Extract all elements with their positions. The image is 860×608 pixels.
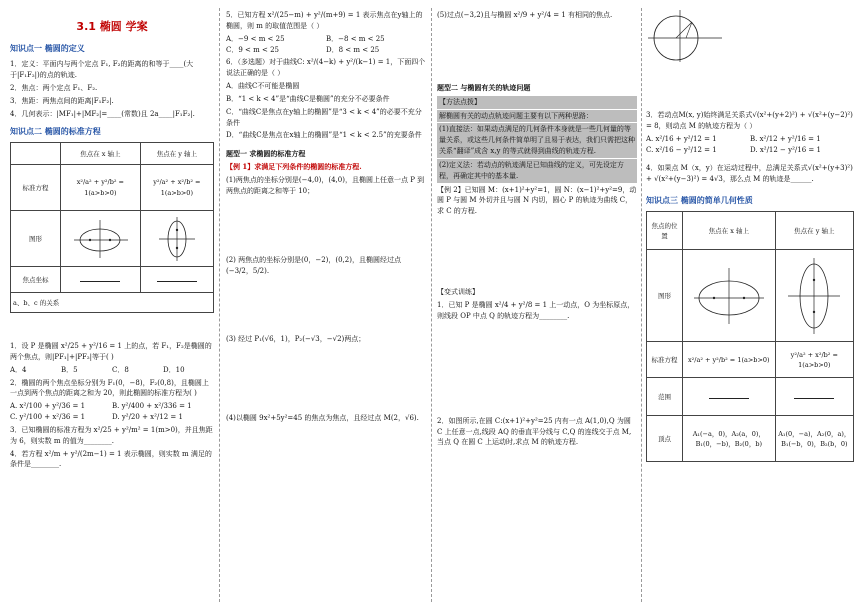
options [646, 134, 854, 156]
text-line: 1．定义：平面内与两个定点 F₁, F₂的距离的和等于____(大于|F₁F₂|)的点的轨迹. [10, 60, 194, 80]
table-header: 焦点在 y 轴上 [140, 143, 213, 165]
option: D．“曲线C是焦点在x轴上的椭圆”是“1 < k < 2.5”的充要条件 [226, 131, 422, 140]
method-text: (2)定义法：若动点的轨迹满足已知曲线的定义，可先设定方程，再确定其中的基本量. [437, 159, 637, 183]
table-cell [683, 378, 776, 416]
text-line: (5)过点(−3,2)且与椭圆 x²/9 + y²/4 = 1 有相同的焦点. [437, 11, 613, 19]
table-cell: A₁(−a，0)，A₂(a，0)，B₁(0，−b)，B₂(0，b) [683, 416, 776, 462]
text-line: (3) 经过 P₁(√6，1)，P₂(−√3，−√2)两点； [226, 335, 366, 344]
text-line: (2) 两焦点的坐标分别是(0，−2)，(0,2)，且椭圆经过点(−3/2，5/2). [226, 255, 401, 275]
option: A．4 [10, 365, 27, 374]
page-title: 3.1 椭圆 学案 [76, 20, 148, 33]
column-4 [646, 8, 854, 602]
option: C．9 < m < 25 [226, 45, 279, 54]
geometry-table [646, 211, 854, 462]
option: D．10 [163, 365, 185, 374]
table-cell: y²/a² + x²/b² = 1(a>b>0) [775, 342, 853, 378]
text-line: 3．焦距：两焦点间的距离|F₁F₂|. [10, 96, 114, 105]
subsection-heading: 【变式训练】 [437, 288, 479, 297]
row-label: 标准方程 [647, 342, 683, 378]
row-label: 标准方程 [11, 165, 61, 211]
text-line: 2．焦点：两个定点 F₁、F₂. [10, 84, 98, 93]
text-line: 4．几何表示：|MF₁|+|MF₂|=____(常数)且 2a____|F₁F₂|. [10, 109, 195, 118]
table-header: 焦点在 x 轴上 [683, 212, 776, 250]
option: A. x²/100 + y²/36 = 1 [10, 402, 86, 411]
option: C．8 [112, 365, 129, 374]
question: 2．如图所示,在圆 C:(x+1)²+y²=25 内有一点 A(1,0),Q 为圆 C 上任意一点,线段 AQ 的垂直平分线与 C,Q 的连线交于点 M,当点 Q 在圆 C 上运动时,求点 M 的轨迹方程. [437, 416, 632, 447]
standard-equation-table [10, 142, 214, 313]
ellipse-y-figure [786, 256, 842, 336]
question: 4．如果点 M（x，y）在运动过程中，总满足关系式√(x²+(y+3)²) + √(x²+(y−3)²) = 4√3，那么点 M 的轨迹是______. [646, 164, 853, 184]
option: B．5 [61, 365, 78, 374]
figure-cell [140, 211, 213, 267]
table-cell: A₁(0，−a)，A₂(0，a)，B₁(−b，0)，B₂(b，0) [775, 416, 853, 462]
example-text: 【例 2】已知圆 M：(x+1)²+y²=1，圆 N：(x−1)²+y²=9，动圆 P 与圆 M 外切并且与圆 N 内切，圆心 P 的轨迹为曲线 C，求 C 的方程. [437, 185, 637, 216]
column-1 [10, 8, 214, 602]
option: B. x²/12 + y²/16 = 1 [750, 134, 821, 143]
row-label: 范围 [647, 378, 683, 416]
row-label: 图形 [647, 250, 683, 342]
option: A. x²/16 + y²/12 = 1 [646, 134, 717, 143]
section-heading: 题型一 求椭圆的标准方程 [226, 149, 306, 159]
section-heading: 题型二 与椭圆有关的轨迹问题 [437, 82, 531, 92]
row-label: a、b、c 的关系 [11, 293, 214, 313]
figure-cell [775, 250, 853, 342]
table-header: 焦点的位置 [647, 212, 683, 250]
section-heading: 知识点一 椭圆的定义 [10, 44, 85, 54]
option: B. y²/400 + x²/336 = 1 [112, 402, 192, 411]
table-cell: y²/a² + x²/b² = 1(a>b>0) [140, 165, 213, 211]
option: C．“曲线C是焦点在y轴上的椭圆”是“3 < k < 4”的必要不充分条件 [226, 107, 422, 127]
question: 1．已知 P 是椭圆 x²/4 + y²/8 = 1 上一动点，O 为坐标原点，则线段 OP 中点 Q 的轨迹方程为________. [437, 300, 635, 320]
section-heading: 知识点二 椭圆的标准方程 [10, 126, 101, 136]
table-header: 焦点在 y 轴上 [775, 212, 853, 250]
option: B．−8 < m < 25 [326, 34, 385, 43]
ellipse-x-figure [692, 266, 766, 326]
question: 1．设 P 是椭圆 x²/25 + y²/16 = 1 上的点，若 F₁，F₂是椭圆的两个焦点，则|PF₁|+|PF₂|等于( ) [10, 342, 212, 361]
option: C. y²/100 + x²/36 = 1 [10, 413, 86, 422]
row-label: 图形 [11, 211, 61, 267]
method-text: (1)直接法：如果动点满足的几何条件本身就是一些几何量的等量关系，或这些几何条件简单明了且易于表达，我们只需把这种关系“翻译”成含 x,y 的等式就得到曲线的轨迹方程. [437, 123, 637, 158]
question: 3．若动点M(x, y)始终满足关系式√(x²+(y+2)²) + √(x²+(y−2)²) = 8，则动点 M 的轨迹方程为（ ） [646, 111, 853, 130]
option: B．“1 < k < 4”是“曲线C是椭圆”的充分不必要条件 [226, 94, 390, 103]
ellipse-x-figure [70, 218, 130, 260]
column-3 [437, 8, 637, 602]
ellipse-y-figure [157, 215, 197, 263]
question: 3．已知椭圆的标准方程为 x²/25 + y²/m² = 1(m>0)，并且焦距为 6，则实数 m 的值为________. [10, 425, 213, 445]
option: C. x²/16 − y²/12 = 1 [646, 145, 717, 154]
option: D．8 < m < 25 [326, 45, 380, 54]
question: 5．已知方程 x²/(25−m) + y²/(m+9) = 1 表示焦点在y轴上的椭圆，则 m 的取值范围是（ ） [226, 11, 423, 30]
question: 6．（多选题）对于曲线C: x²/(4−k) + y²/(k−1) = 1，下面四个说法正确的是（ ） [226, 58, 426, 78]
example-heading: 【例 1】求满足下列条件的椭圆的标准方程. [226, 162, 362, 172]
options [226, 34, 426, 56]
options [10, 365, 214, 376]
column-2 [226, 8, 426, 602]
table-cell [61, 267, 141, 293]
options [10, 401, 214, 423]
section-heading: 知识点三 椭圆的简单几何性质 [646, 196, 753, 206]
row-label: 顶点 [647, 416, 683, 462]
question: 2．椭圆的两个焦点坐标分别为 F₁(0，−8)，F₂(0,8)，且椭圆上一点到两个焦点的距离之和为 20，则此椭圆的标准方程为( ) [10, 378, 209, 398]
table-cell [775, 378, 853, 416]
question: 4．若方程 x²/m + y²/(2m−1) = 1 表示椭圆，则实数 m 满足的条件是________. [10, 449, 212, 469]
option: D. y²/20 + x²/12 = 1 [112, 413, 183, 422]
table-cell [11, 143, 61, 165]
figure-cell [683, 250, 776, 342]
option: A．曲线C不可能是椭圆 [226, 82, 300, 91]
table-cell: x²/a² + y²/b² = 1(a>b>0) [61, 165, 141, 211]
text-line: (1)两焦点的坐标分别是(−4,0)，(4,0)，且椭圆上任意一点 P 到两焦点的距离之和等于 10； [226, 175, 425, 195]
table-cell: x²/a² + y²/b² = 1(a>b>0) [683, 342, 776, 378]
circle-figure [646, 8, 726, 64]
row-label: 焦点坐标 [11, 267, 61, 293]
method-heading: 【方法点拨】 [437, 96, 637, 109]
table-header: 焦点在 x 轴上 [61, 143, 141, 165]
table-cell [140, 267, 213, 293]
figure-cell [61, 211, 141, 267]
method-text: 解椭圆有关的动点轨迹问题主要有以下两种思路： [437, 110, 637, 123]
option: D. x²/12 − y²/16 = 1 [750, 145, 821, 154]
option: A．−9 < m < 25 [226, 34, 285, 43]
text-line: (4)以椭圆 9x²+5y²=45 的焦点为焦点，且经过点 M(2，√6). [226, 414, 419, 423]
